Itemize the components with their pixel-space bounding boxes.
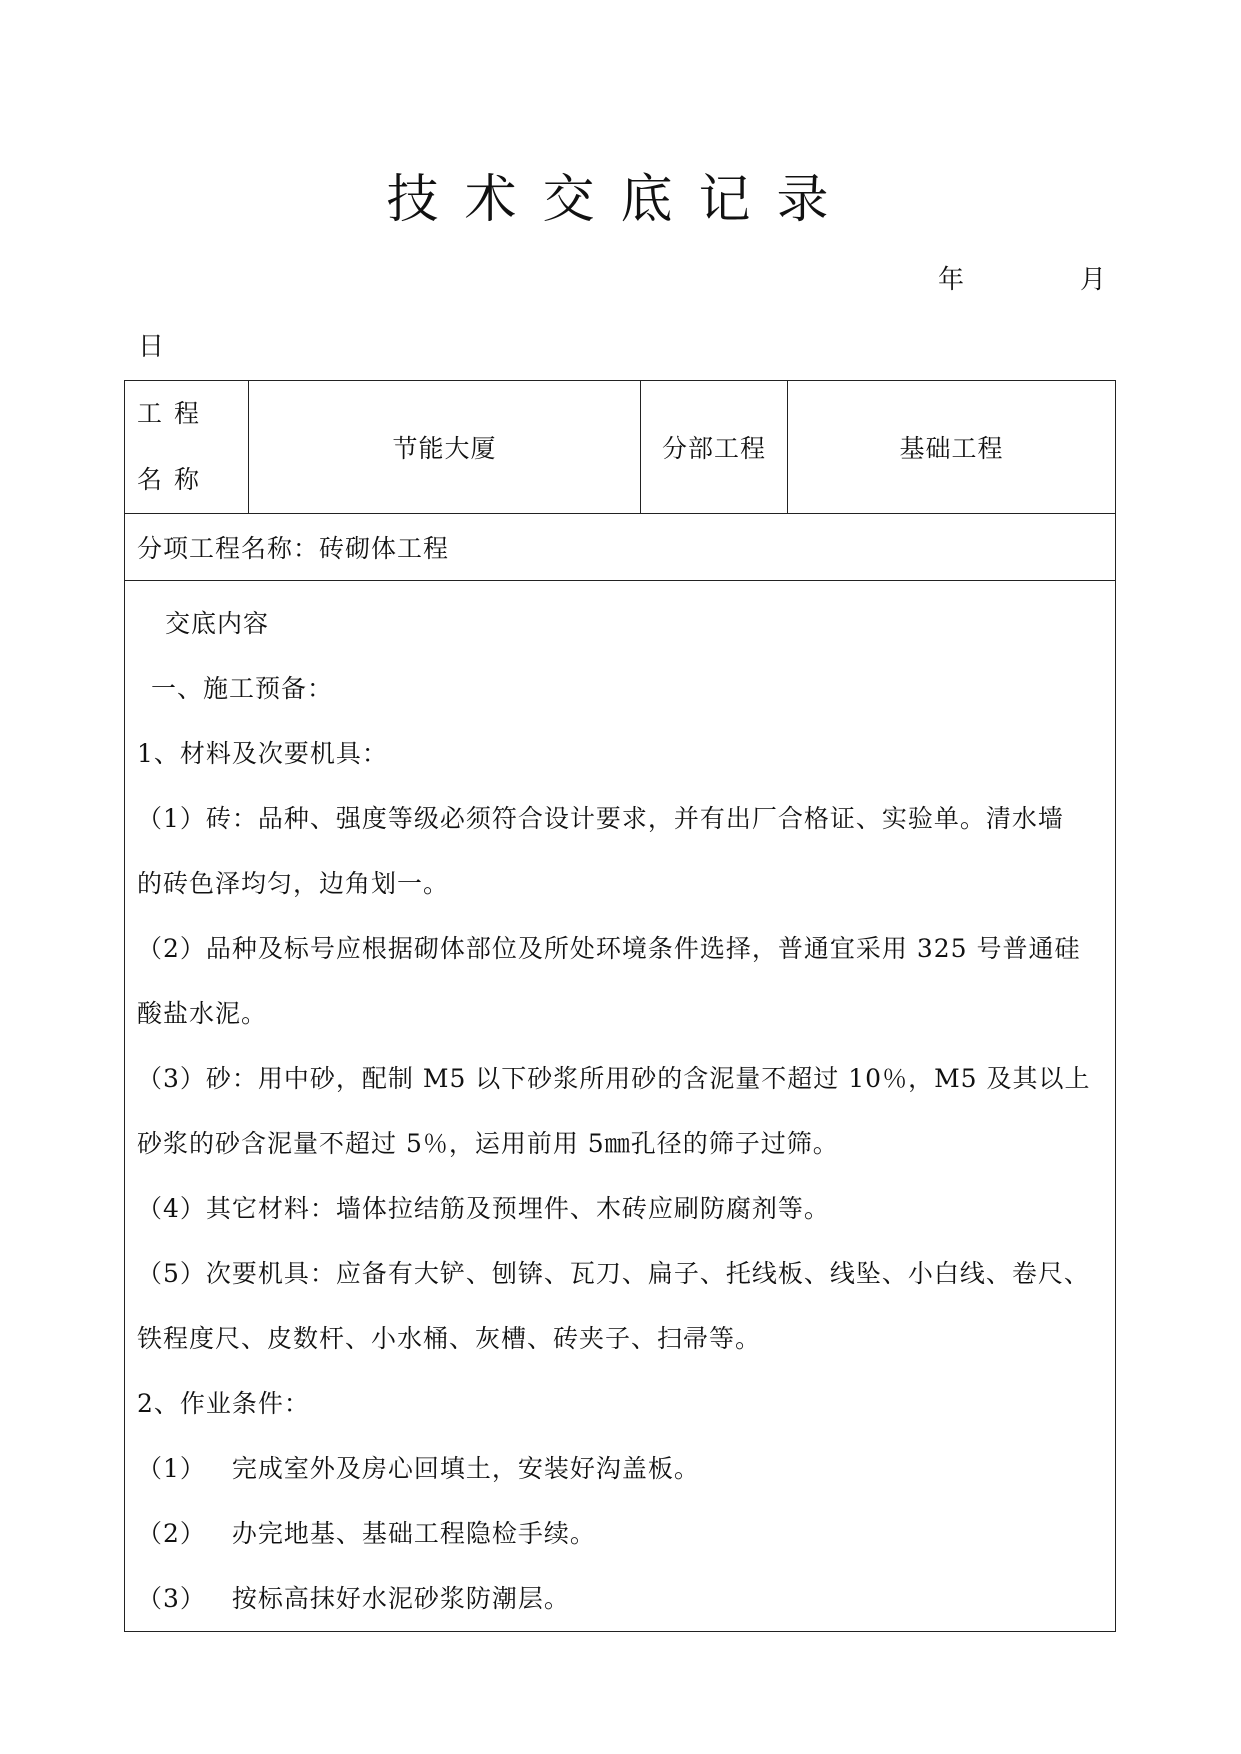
condition-text: 办完地基、基础工程隐检手续。 [231, 1519, 596, 1548]
paragraph-line: （1）砖：品种、强度等级必须符合设计要求，并有出厂合格证、实验单。清水墙 [137, 804, 1064, 833]
paragraph-line: （5）次要机具：应备有大铲、刨锛、瓦刀、扁子、托线板、线坠、小白线、卷尺、 [137, 1259, 1090, 1288]
paragraph-line: （2）品种及标号应根据砌体部位及所处环境条件选择，普通宜采用 325 号普通硅 [137, 934, 1081, 963]
condition-text: 完成室外及房心回填土，安装好沟盖板。 [231, 1454, 700, 1483]
paragraph-line: 砂浆的砂含泥量不超过 5％，运用前用 5㎜孔径的筛子过筛。 [137, 1129, 839, 1158]
paragraph-line: 铁程度尺、皮数杆、小水桶、灰槽、砖夹子、扫帚等。 [137, 1324, 762, 1353]
division-value: 基础工程 [788, 381, 1116, 514]
paragraph-line: （4）其它材料：墙体拉结筋及预埋件、木砖应刷防腐剂等。 [137, 1194, 830, 1223]
date-day-label: 日 [138, 332, 165, 362]
header-row [125, 381, 1116, 514]
condition-line [137, 1566, 1105, 1631]
paragraph-line: 的砖色泽均匀，边角划一。 [137, 869, 450, 898]
content-cell [125, 581, 1116, 1632]
condition-number: （3） [137, 1584, 206, 1613]
record-table [124, 380, 1116, 1632]
condition-number: （2） [137, 1519, 206, 1548]
project-name-value: 节能大厦 [249, 381, 641, 514]
content-row [125, 581, 1116, 1632]
content-heading: 交底内容 [165, 609, 270, 638]
date-year-label: 年 [938, 265, 965, 295]
project-name-label: 工程名称 [125, 381, 249, 514]
condition-number: （1） [137, 1454, 206, 1483]
document-title: 技术交底记录 [386, 170, 855, 230]
subitem-row [125, 514, 1116, 581]
section-heading: 一、施工预备： [151, 674, 334, 703]
division-label: 分部工程 [641, 381, 788, 514]
date-month-label: 月 [1080, 265, 1107, 295]
condition-line [137, 1501, 1105, 1566]
condition-text: 按标高抹好水泥砂浆防潮层。 [231, 1584, 570, 1613]
item-heading: 2、作业条件： [137, 1389, 310, 1418]
item-heading: 1、材料及次要机具： [137, 739, 388, 768]
subitem-name: 分项工程名称：砖砌体工程 [125, 514, 1116, 581]
paragraph-line: （3）砂：用中砂，配制 M5 以下砂浆所用砂的含泥量不超过 10％，M5 及其以上 [137, 1064, 1091, 1093]
condition-line [137, 1436, 1105, 1501]
paragraph-line: 酸盐水泥。 [137, 999, 268, 1028]
